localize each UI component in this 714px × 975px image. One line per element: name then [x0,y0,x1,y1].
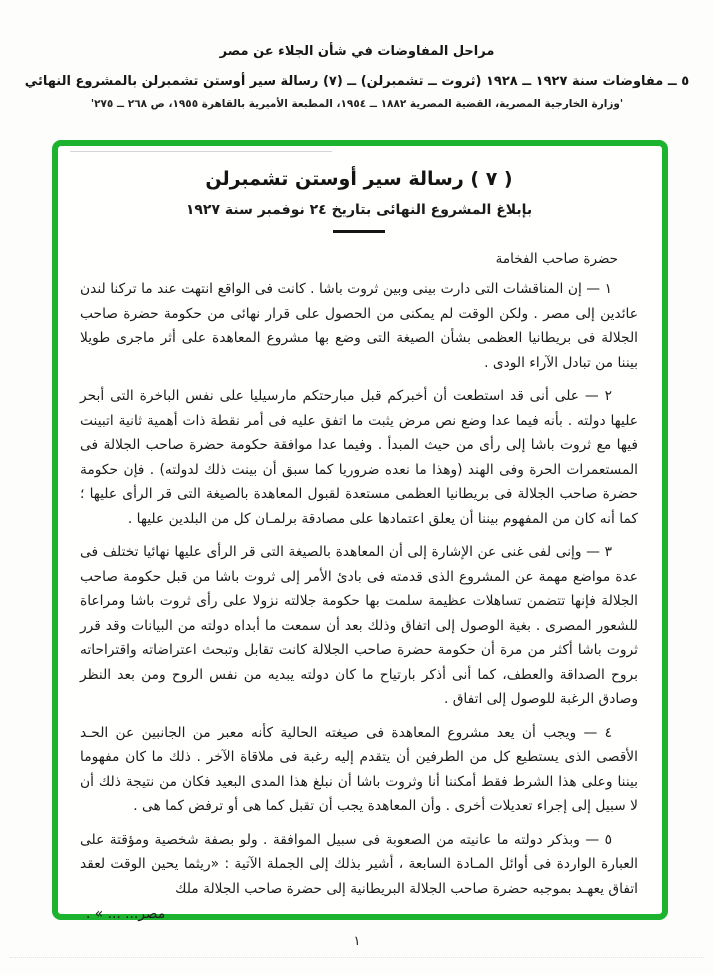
paragraph-5: ٥ — وبذكر دولته ما عانيته من الصعوبة فى سبيل الموافقة . ولو بصفة شخصية ومؤقتة على العبارة الواردة فى أوائل المـادة السابعة ، أشير بذلك إلى الجملة الآتية : «ريثما يحين الوقت لعقد اتفاق يعهـد بموجبه حضرة صاحب الجلالة البريطانية إلى حضرة صاحب الجلالة ملك [80,831,638,897]
document-subtitle: بإبلاغ المشروع النهائى بتاريخ ٢٤ نوفمبر سنة ١٩٢٧ [185,202,533,218]
paragraph-3: ٣ — وإنى لفى غنى عن الإشارة إلى أن المعاهدة بالصيغة التى قر الرأى عليها نهائيا تختلف فى عدة مواضع مهمة عن المشروع الذى قدمته فى بادئ الأمر إلى ثروت باشا من قبل حكومة صاحب الجلالة فإنها تتضمن تساهلات عظيمة سلمت بها حكومة جلالته نزولا على رأى ثروت باشا ومراعاة للشعور المصرى . بغية الوصول إلى اتفاق وذلك بعد أن سمعت ما أبداه دولته من البيانات وقد قرر ثروت باشا أكثر من مرة أن حكومة حضرة صاحب الجلالة كانت تقابل وتبحث اعتراضاته واقتراحاته بروح الصداقة والعطف، كما أنى أذكر بارتياح ما كان دولته يبديه من نفس الروح ومن بعد النظر وصادق الرغبة للوصول إلى اتفاق . [80,544,638,707]
closing-quote-line: مصر... ... » . [86,906,166,922]
bottom-scan-artifact [10,957,704,958]
header-subtitle: ٥ ــ مفاوضات سنة ١٩٢٧ ــ ١٩٢٨ (ثروت ــ تشمبرلن) ــ (٧) رسالة سير أوستن تشمبرلن بالمشروع النهائي [24,74,690,89]
paragraph-2: ٢ — على أنى قد استطعت أن أخبركم قبل مبارحتكم مارسيليا على نفس الباخرة التى أبحر عليها دولته . بأنه فيما عدا وضع نص مرض يثبت ما اتفق عليه فى أمر نقطة ذات أهمية ثانية اتبينت فيها مع ثروت باشا إلى رأى من حيث المبدأ . وفيما عدا موافقة حكومة حضرة صاحب الجلالة فى المستعمرات الحرة وفى الهند (وهذا ما نعده ضروريا كما سبق أن بينت ذلك لدولته) . فإن حكومة حضرة صاحب الجلالة فى بريطانيا العظمى مستعدة لقبول المعاهدة بالصيغة التى قر الرأى عليها ؛ كما أنه كان من المفهوم بيننا أن يعلق اعتمادها على مصادقة برلمـان كل من البلدين عليها . [80,388,638,527]
scan-artifact-line [70,151,332,152]
paragraph-4: ٤ — ويجب أن يعد مشروع المعاهدة فى صيغته الحالية كأنه معبر من الجانبين عن الحـد الأقصى الذى يستطيع كل من الطرفين أن يتقدم إليه رغبة فى ملاقاة الآخر . ذلك ما كان مفهوما بيننا وعلى هذا الشرط فقط أمكننا أنا وثروت باشا أن نبلغ هذا المدى البعيد فكان من نتيجة ذلك أن لا سبيل إلى إجراء تعديلات أخرى . وأن المعاهدة يجب أن تقبل كما هى أو ترفض كما هى . [80,724,638,814]
header-source-citation: 'وزارة الخارجية المصرية، القضية المصرية ١٨٨٢ ــ ١٩٥٤، المطبعة الأميرية بالقاهرة ١٩٥٥، ص ٢٦٨ ــ ٢٧٥' [90,98,624,110]
salutation-line: حضرة صاحب الفخامة [495,251,618,267]
highlight-border-box [52,140,668,920]
paragraph-1: ١ — إن المناقشات التى دارت بينى وبين ثروت باشا . كانت فى الواقع انتهت عند ما تركنا لندن عائدين إلى مصر . ولكن الوقت لم يمكنى من الحصول على قرار نهائى من حكومة حضرة صاحب الجلالة فى بريطانيا العظمى بشأن الصيغة التى وضع بها مشروع المعاهدة على أثر ماجرى طويلا بيننا من تبادل الآراء الودى . [80,281,638,371]
subtitle-divider [333,230,385,233]
document-body [80,277,638,922]
page-number: ١ [353,934,361,949]
document-title: ( ٧ ) رسالة سير أوستن تشمبرلن [205,168,513,190]
page-header [0,44,714,110]
header-title: مراحل المفاوضات في شأن الجلاء عن مصر [219,44,495,59]
